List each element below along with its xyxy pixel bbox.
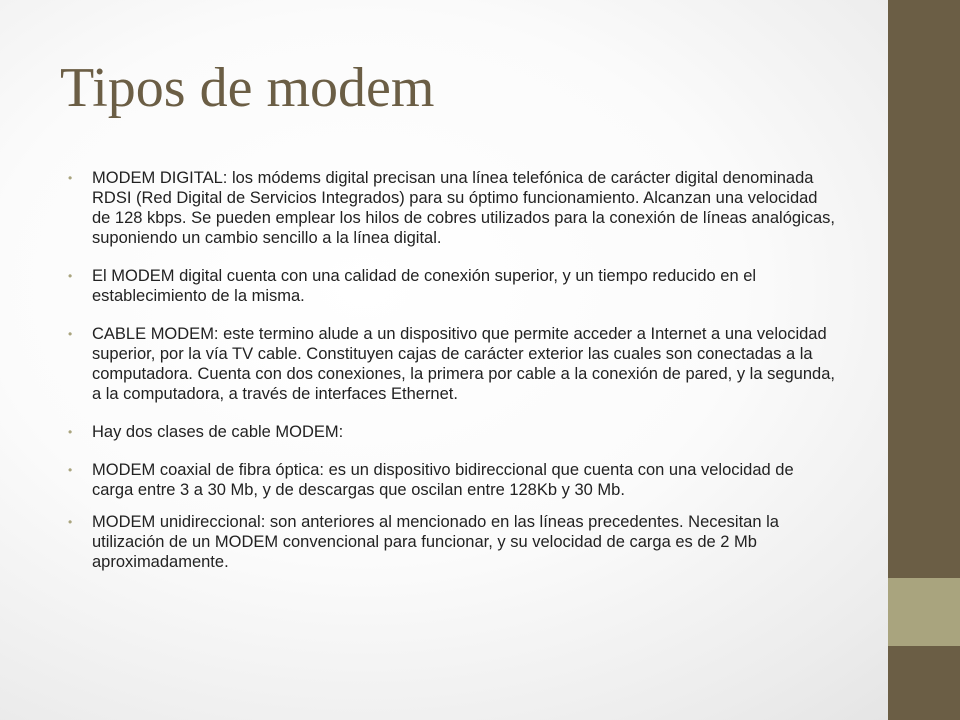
bullet-icon: •	[68, 269, 73, 283]
bullet-text: El MODEM digital cuenta con una calidad de conexión superior, y un tiempo reducido en el establecimiento de la misma.	[92, 267, 757, 305]
slide-title: Tipos de modem	[60, 57, 435, 119]
bullet-item-cable-modem	[68, 324, 838, 404]
bullet-item-modem-coaxial	[68, 460, 838, 500]
decorative-side-block	[888, 578, 960, 646]
bullet-icon: •	[68, 171, 73, 185]
bullet-text: MODEM DIGITAL: los módems digital precisan una línea telefónica de carácter digital denominada RDSI (Red Digital de Servicios Integrados) para su óptimo funcionamiento. Alcanzan una velocidad de 128 kbps. Se pueden emplear los hilos de cobres utilizados para la conexión de líneas analógicas, suponiendo un cambio sencillo a la línea digital.	[92, 169, 835, 247]
bullet-item-modem-digital-calidad	[68, 266, 838, 306]
bullet-text: MODEM coaxial de fibra óptica: es un dispositivo bidireccional que cuenta con una velocidad de carga entre 3 a 30 Mb, y de descargas que oscilan entre 128Kb y 30 Mb.	[92, 461, 794, 499]
bullet-icon: •	[68, 463, 73, 477]
bullet-list	[68, 168, 838, 590]
bullet-icon: •	[68, 515, 73, 529]
bullet-icon: •	[68, 327, 73, 341]
bullet-item-clases-cable-modem	[68, 422, 838, 442]
bullet-item-modem-unidireccional	[68, 512, 838, 572]
bullet-icon: •	[68, 425, 73, 439]
bullet-text: Hay dos clases de cable MODEM:	[92, 423, 344, 441]
bullet-item-modem-digital	[68, 168, 838, 248]
bullet-text: MODEM unidireccional: son anteriores al mencionado en las líneas precedentes. Necesitan la utilización de un MODEM convencional para funcionar, y su velocidad de carga es de 2 Mb aproximadamente.	[92, 513, 779, 571]
bullet-text: CABLE MODEM: este termino alude a un dispositivo que permite acceder a Internet a una velocidad superior, por la vía TV cable. Constituyen cajas de carácter exterior las cuales son conectadas a la computadora. Cuenta con dos conexiones, la primera por cable a la conexión de pared, y la segunda, a la computadora, a través de interfaces Ethernet.	[92, 325, 835, 403]
